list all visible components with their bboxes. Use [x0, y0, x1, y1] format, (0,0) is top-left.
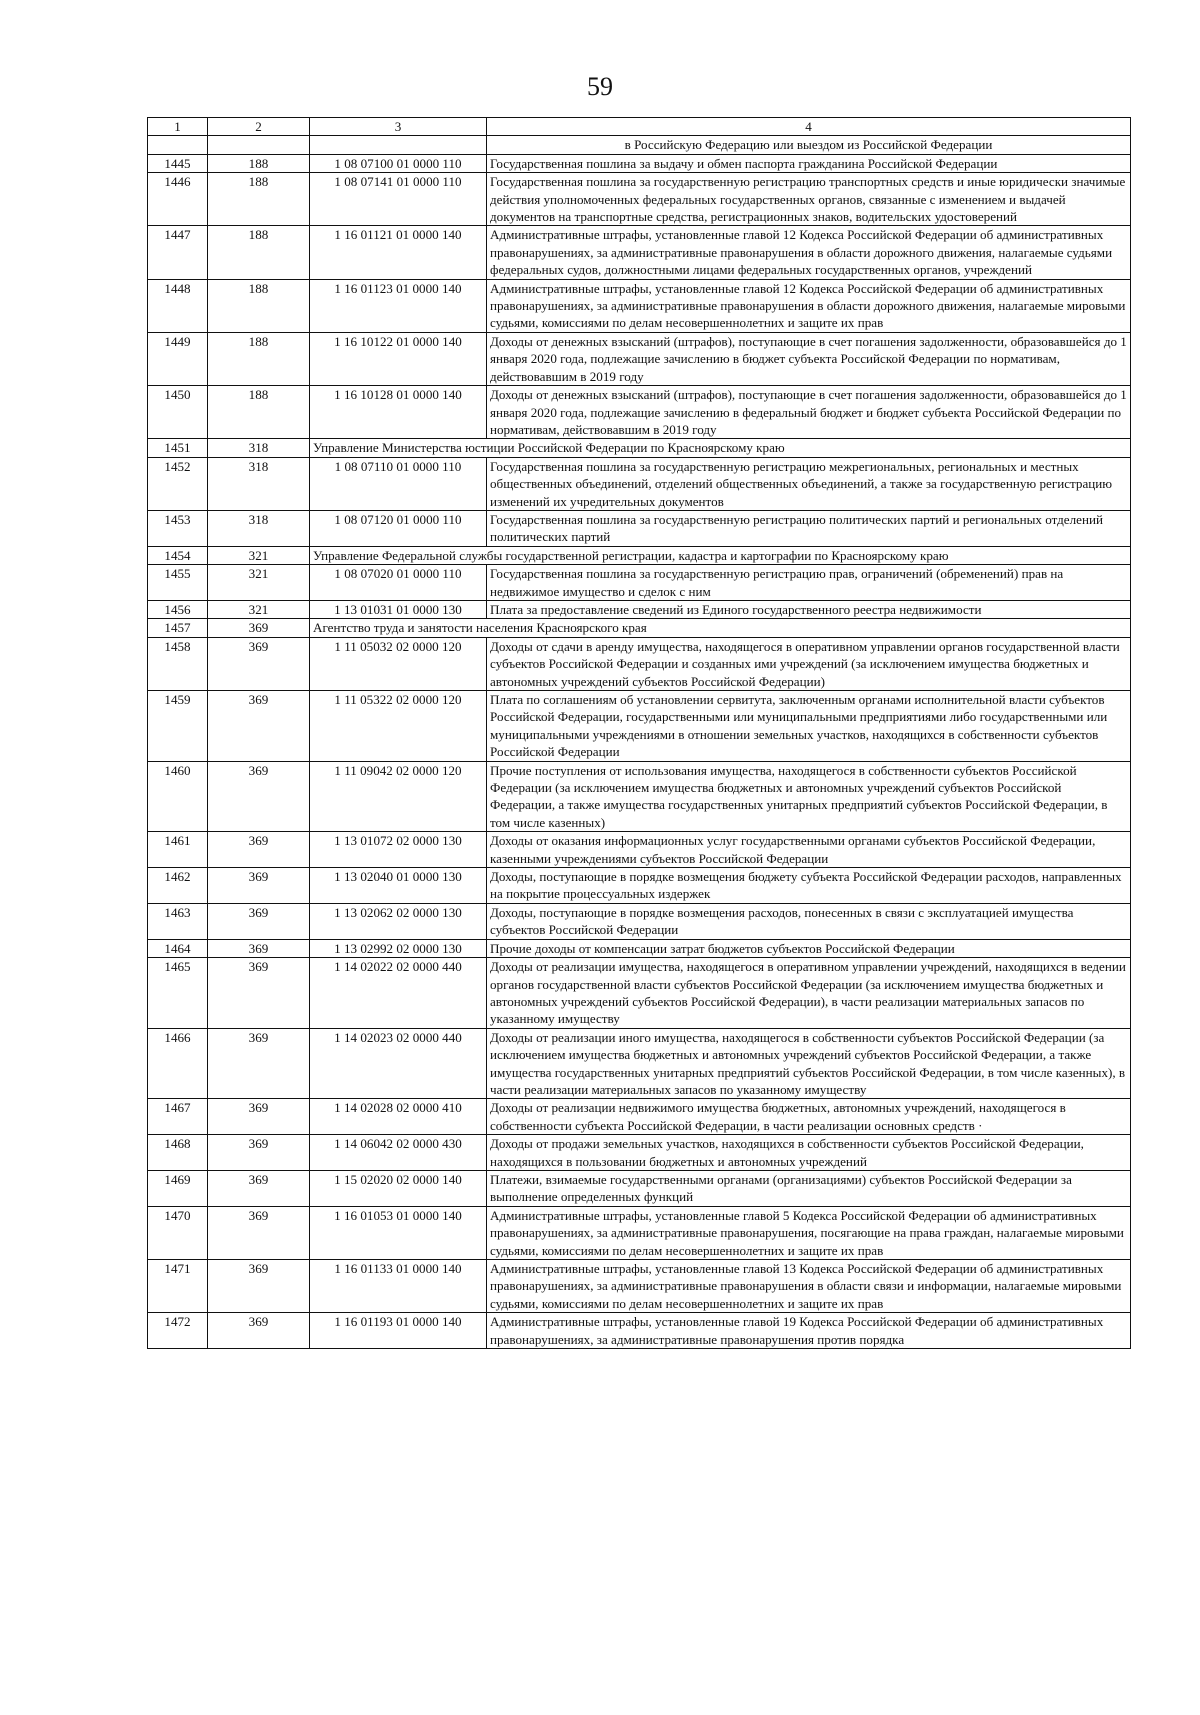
revenue-description: Доходы от реализации недвижимого имущества бюджетных, автономных учреждений, находящегося в собственности субъекта Российской Федерации, в части реализации основных средств ·	[487, 1099, 1131, 1135]
table-row	[148, 619, 1131, 637]
row-number: 1445	[148, 154, 208, 172]
table-row	[148, 939, 1131, 957]
administrator-code: 188	[208, 173, 310, 226]
row-number: 1452	[148, 457, 208, 510]
table-row	[148, 546, 1131, 564]
revenue-code: 1 08 07020 01 0000 110	[310, 565, 487, 601]
page-number: 59	[587, 72, 613, 101]
administrator-code: 369	[208, 637, 310, 690]
header-col-3: 3	[310, 118, 487, 136]
row-number: 1449	[148, 332, 208, 385]
revenue-description: Доходы от реализации имущества, находящегося в оперативном управлении учреждений, находящихся в ведении органов государственной власти субъектов Российской Федерации (за исключением имущества бюджетных и автономных учреждений субъектов Российской Федерации), в части реализации материальных запасов по указанному имуществу	[487, 958, 1131, 1029]
revenue-description: Прочие доходы от компенсации затрат бюджетов субъектов Российской Федерации	[487, 939, 1131, 957]
revenue-description: Доходы от оказания информационных услуг государственными органами субъектов Российской Федерации, казенными учреждениями субъектов Российской Федерации	[487, 832, 1131, 868]
revenue-description: Административные штрафы, установленные главой 12 Кодекса Российской Федерации об административных правонарушениях, за административные правонарушения в области дорожного движения, налагаемые судьями федеральных судов, должностными лицами федеральных государственных органов, учреждений	[487, 226, 1131, 279]
administrator-code: 188	[208, 386, 310, 439]
administrator-name: Агентство труда и занятости населения Красноярского края	[310, 619, 1131, 637]
table-row	[148, 386, 1131, 439]
revenue-code: 1 16 01053 01 0000 140	[310, 1206, 487, 1259]
row-number: 1446	[148, 173, 208, 226]
row-number: 1454	[148, 546, 208, 564]
revenue-description: Государственная пошлина за выдачу и обмен паспорта гражданина Российской Федерации	[487, 154, 1131, 172]
table-row	[148, 1206, 1131, 1259]
table-row	[148, 1028, 1131, 1099]
table-row	[148, 1099, 1131, 1135]
row-number: 1460	[148, 761, 208, 832]
revenue-description: Доходы от реализации иного имущества, находящегося в собственности субъектов Российской Федерации (за исключением имущества бюджетных и автономных учреждений субъектов Российской Федерации, а также имущества государственных унитарных предприятий субъектов Российской Федерации, в том числе казенных), в части реализации материальных запасов по указанному имуществу	[487, 1028, 1131, 1099]
table-row	[148, 332, 1131, 385]
administrator-code: 369	[208, 958, 310, 1029]
revenue-code: 1 14 02022 02 0000 440	[310, 958, 487, 1029]
administrator-code: 321	[208, 600, 310, 618]
administrator-code: 318	[208, 457, 310, 510]
row-number: 1457	[148, 619, 208, 637]
revenue-code: 1 14 02028 02 0000 410	[310, 1099, 487, 1135]
revenue-code: 1 11 09042 02 0000 120	[310, 761, 487, 832]
revenue-description: Доходы, поступающие в порядке возмещения бюджету субъекта Российской Федерации расходов, направленных на покрытие процессуальных издержек	[487, 868, 1131, 904]
revenue-description: Доходы от продажи земельных участков, находящихся в собственности субъектов Российской Федерации, находящихся в пользовании бюджетных и автономных учреждений	[487, 1135, 1131, 1171]
header-col-2: 2	[208, 118, 310, 136]
revenue-code: 1 11 05032 02 0000 120	[310, 637, 487, 690]
row-number: 1448	[148, 279, 208, 332]
row-number: 1450	[148, 386, 208, 439]
administrator-code: 369	[208, 619, 310, 637]
administrator-code: 369	[208, 939, 310, 957]
row-number: 1458	[148, 637, 208, 690]
administrator-code: 369	[208, 868, 310, 904]
administrator-code: 321	[208, 565, 310, 601]
revenue-codes-table	[147, 117, 1131, 1349]
table-row	[148, 173, 1131, 226]
row-number: 1453	[148, 510, 208, 546]
revenue-description: Государственная пошлина за государственную регистрацию политических партий и региональных отделений политических партий	[487, 510, 1131, 546]
table-row	[148, 1135, 1131, 1171]
row-number: 1451	[148, 439, 208, 457]
administrator-code: 369	[208, 832, 310, 868]
revenue-description: Административные штрафы, установленные главой 5 Кодекса Российской Федерации об административных правонарушениях, за административные правонарушения, посягающие на права граждан, налагаемые мировыми судьями, комиссиями по делам несовершеннолетних и защите их прав	[487, 1206, 1131, 1259]
row-number: 1468	[148, 1135, 208, 1171]
row-number: 1455	[148, 565, 208, 601]
revenue-description: Государственная пошлина за государственную регистрацию прав, ограничений (обременений) прав на недвижимое имущество и сделок с ним	[487, 565, 1131, 601]
table-row	[148, 691, 1131, 762]
row-number: 1461	[148, 832, 208, 868]
administrator-code: 188	[208, 332, 310, 385]
revenue-code: 1 13 02062 02 0000 130	[310, 903, 487, 939]
administrator-code: 321	[208, 546, 310, 564]
revenue-code: 1 16 10122 01 0000 140	[310, 332, 487, 385]
administrator-code: 369	[208, 1206, 310, 1259]
header-col-4: 4	[487, 118, 1131, 136]
row-number: 1456	[148, 600, 208, 618]
revenue-code: 1 08 07110 01 0000 110	[310, 457, 487, 510]
revenue-code: 1 13 01072 02 0000 130	[310, 832, 487, 868]
administrator-code: 369	[208, 903, 310, 939]
revenue-code: 1 14 06042 02 0000 430	[310, 1135, 487, 1171]
administrator-code: 369	[208, 761, 310, 832]
revenue-description: Прочие поступления от использования имущества, находящегося в собственности субъектов Российской Федерации (за исключением имущества бюджетных и автономных учреждений субъектов Российской Федерации, а также имущества государственных унитарных предприятий субъектов Российской Федерации, в том числе казенных)	[487, 761, 1131, 832]
continuation-row	[148, 136, 1131, 154]
table-row	[148, 1260, 1131, 1313]
header-col-1: 1	[148, 118, 208, 136]
revenue-code: 1 16 01121 01 0000 140	[310, 226, 487, 279]
row-number: 1469	[148, 1170, 208, 1206]
table-row	[148, 1170, 1131, 1206]
revenue-description: Государственная пошлина за государственную регистрацию межрегиональных, региональных и местных общественных объединений, отделений общественных объединений, а также за государственную регистрацию изменений их учредительных документов	[487, 457, 1131, 510]
table-row	[148, 832, 1131, 868]
row-number: 1467	[148, 1099, 208, 1135]
table-row	[148, 279, 1131, 332]
revenue-code: 1 11 05322 02 0000 120	[310, 691, 487, 762]
administrator-code: 188	[208, 154, 310, 172]
row-number: 1459	[148, 691, 208, 762]
administrator-code: 318	[208, 510, 310, 546]
row-number: 1472	[148, 1313, 208, 1349]
administrator-name: Управление Федеральной службы государственной регистрации, кадастра и картографии по Красноярскому краю	[310, 546, 1131, 564]
row-number: 1466	[148, 1028, 208, 1099]
revenue-description: Административные штрафы, установленные главой 19 Кодекса Российской Федерации об административных правонарушениях, за административные правонарушения против порядка	[487, 1313, 1131, 1349]
revenue-description: Плата по соглашениям об установлении сервитута, заключенным органами исполнительной власти субъектов Российской Федерации, государственными или муниципальными предприятиями либо государственными или муниципальными учреждениями в отношении земельных участков, находящихся в собственности субъектов Российской Федерации	[487, 691, 1131, 762]
revenue-code: 1 16 10128 01 0000 140	[310, 386, 487, 439]
table-row	[148, 761, 1131, 832]
table-header-row	[148, 118, 1131, 136]
administrator-code: 369	[208, 1170, 310, 1206]
row-number: 1463	[148, 903, 208, 939]
table-row	[148, 565, 1131, 601]
table-row	[148, 637, 1131, 690]
administrator-code: 369	[208, 1260, 310, 1313]
administrator-code: 188	[208, 279, 310, 332]
revenue-description: Административные штрафы, установленные главой 13 Кодекса Российской Федерации об административных правонарушениях, за административные правонарушения в области связи и информации, налагаемые мировыми судьями, комиссиями по делам несовершеннолетних и защите их прав	[487, 1260, 1131, 1313]
revenue-code: 1 14 02023 02 0000 440	[310, 1028, 487, 1099]
table-row	[148, 457, 1131, 510]
revenue-description: Плата за предоставление сведений из Единого государственного реестра недвижимости	[487, 600, 1131, 618]
revenue-description: Доходы от сдачи в аренду имущества, находящегося в оперативном управлении органов государственной власти субъектов Российской Федерации и созданных ими учреждений (за исключением имущества бюджетных и автономных учреждений субъектов Российской Федерации)	[487, 637, 1131, 690]
administrator-name: Управление Министерства юстиции Российской Федерации по Красноярскому краю	[310, 439, 1131, 457]
administrator-code: 188	[208, 226, 310, 279]
revenue-code: 1 13 01031 01 0000 130	[310, 600, 487, 618]
table-row	[148, 154, 1131, 172]
row-number: 1465	[148, 958, 208, 1029]
table-row	[148, 958, 1131, 1029]
revenue-code: 1 13 02040 01 0000 130	[310, 868, 487, 904]
administrator-code: 318	[208, 439, 310, 457]
revenue-description: Доходы от денежных взысканий (штрафов), поступающие в счет погашения задолженности, образовавшейся до 1 января 2020 года, подлежащие зачислению в бюджет субъекта Российской Федерации по нормативам, действовавшим в 2019 году	[487, 332, 1131, 385]
revenue-code: 1 08 07120 01 0000 110	[310, 510, 487, 546]
table-row	[148, 439, 1131, 457]
revenue-description: Государственная пошлина за государственную регистрацию транспортных средств и иные юридически значимые действия уполномоченных федеральных государственных органов, связанные с изменением и выдачей документов на транспортные средства, регистрационных знаков, водительских удостоверений	[487, 173, 1131, 226]
table-row	[148, 1313, 1131, 1349]
table-row	[148, 226, 1131, 279]
table-row	[148, 868, 1131, 904]
revenue-description: Доходы от денежных взысканий (штрафов), поступающие в счет погашения задолженности, образовавшейся до 1 января 2020 года, подлежащие зачислению в федеральный бюджет и бюджет субъекта Российской Федерации по нормативам, действовавшим в 2019 году	[487, 386, 1131, 439]
row-number: 1462	[148, 868, 208, 904]
row-number: 1471	[148, 1260, 208, 1313]
administrator-code: 369	[208, 1135, 310, 1171]
revenue-description: Доходы, поступающие в порядке возмещения расходов, понесенных в связи с эксплуатацией имущества субъектов Российской Федерации	[487, 903, 1131, 939]
row-number: 1464	[148, 939, 208, 957]
table-row	[148, 510, 1131, 546]
revenue-description: Платежи, взимаемые государственными органами (организациями) субъектов Российской Федерации за выполнение определенных функций	[487, 1170, 1131, 1206]
administrator-code: 369	[208, 1028, 310, 1099]
revenue-code: 1 16 01133 01 0000 140	[310, 1260, 487, 1313]
administrator-code: 369	[208, 1099, 310, 1135]
row-number: 1470	[148, 1206, 208, 1259]
administrator-code: 369	[208, 1313, 310, 1349]
revenue-code: 1 16 01123 01 0000 140	[310, 279, 487, 332]
table-row	[148, 600, 1131, 618]
administrator-code: 369	[208, 691, 310, 762]
revenue-code: 1 16 01193 01 0000 140	[310, 1313, 487, 1349]
revenue-description: Административные штрафы, установленные главой 12 Кодекса Российской Федерации об административных правонарушениях, за административные правонарушения в области дорожного движения, налагаемые мировыми судьями, комиссиями по делам несовершеннолетних и защите их прав	[487, 279, 1131, 332]
revenue-code: 1 08 07141 01 0000 110	[310, 173, 487, 226]
continuation-text: в Российскую Федерацию или выездом из Российской Федерации	[487, 136, 1131, 154]
revenue-code: 1 13 02992 02 0000 130	[310, 939, 487, 957]
table-row	[148, 903, 1131, 939]
revenue-code: 1 08 07100 01 0000 110	[310, 154, 487, 172]
revenue-code: 1 15 02020 02 0000 140	[310, 1170, 487, 1206]
row-number: 1447	[148, 226, 208, 279]
